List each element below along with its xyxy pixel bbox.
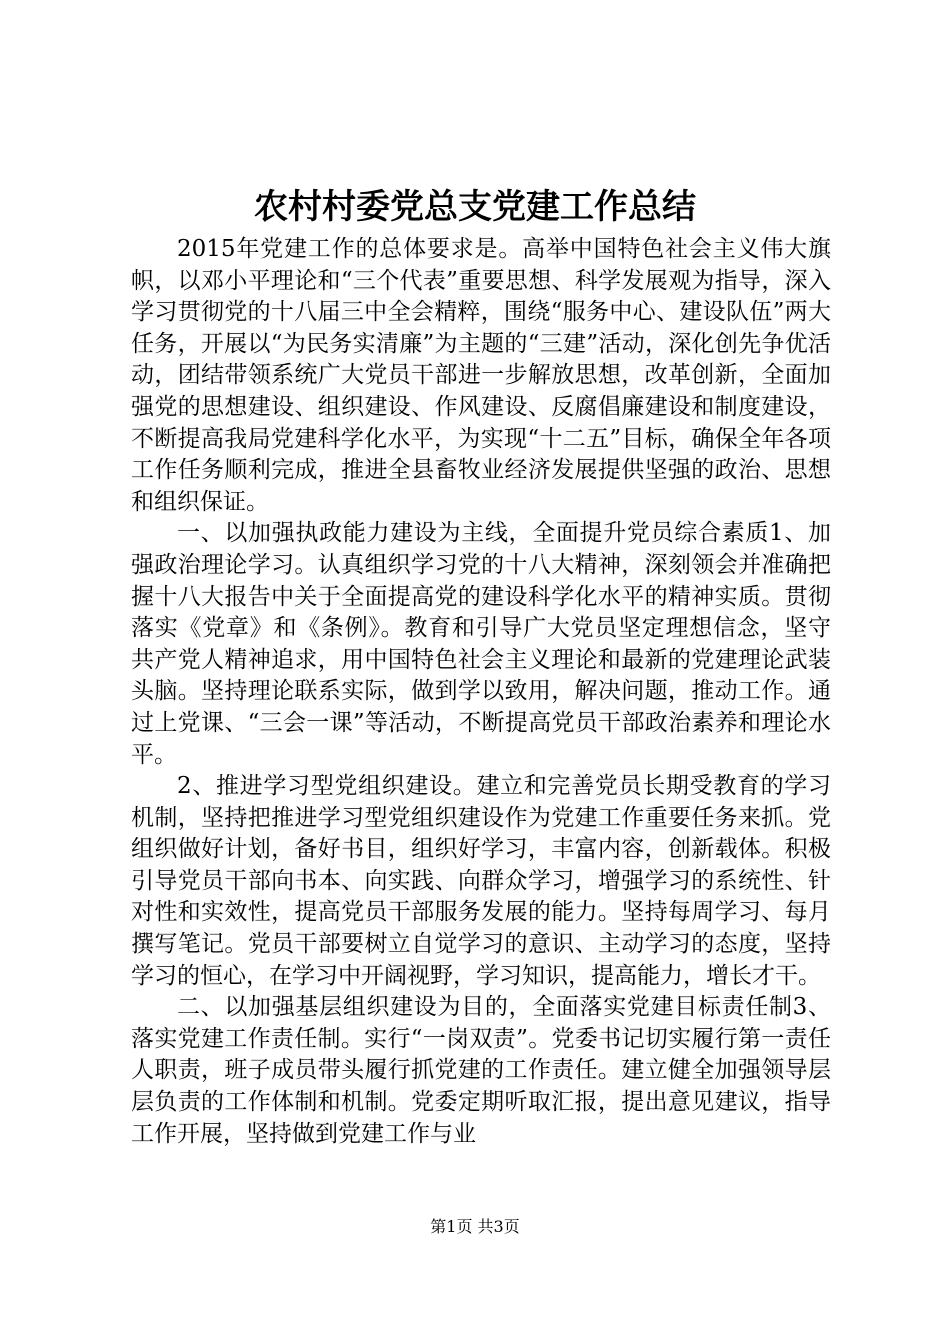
- paragraph-section-two: 二、以加强基层组织建设为目的，全面落实党建目标责任制3、落实党建工作责任制。实行“一岗双责”。党委书记切实履行第一责任人职责，班子成员带头履行抓党建的工作责任。建立健全加强领导层层负责的工作体制和机制。党委定期听取汇报，提出意见建议，指导工作开展，坚持做到党建工作与业: [131, 994, 831, 1147]
- document-body: [131, 234, 831, 1150]
- paragraph-intro: 2015年党建工作的总体要求是。高举中国特色社会主义伟大旗帜，以邓小平理论和“三个代表”重要思想、科学发展观为指导，深入学习贯彻党的十八届三中全会精粹，围绕“服务中心、建设队伍”两大任务，开展以“为民务实清廉”为主题的“三建”活动，深化创先争优活动，团结带领系统广大党员干部进一步解放思想，改革创新，全面加强党的思想建设、组织建设、作风建设、反腐倡廉建设和制度建设，不断提高我局党建科学化水平，为实现“十二五”目标，确保全年各项工作任务顺利完成，推进全县畜牧业经济发展提供坚强的政治、思想和组织保证。: [131, 236, 831, 515]
- page-number: 第1页 共3页: [430, 1217, 520, 1236]
- paragraph-section-one: 一、以加强执政能力建设为主线，全面提升党员综合素质1、加强政治理论学习。认真组织学习党的十八大精神，深刻领会并准确把握十八大报告中关于全面提高党的建设科学化水平的精神实质。贯彻落实《党章》和《条例》。教育和引导广大党员坚定理想信念，坚守共产党人精神追求，用中国特色社会主义理论和最新的党建理论武装头脑。坚持理论联系实际，做到学以致用，解决问题，推动工作。通过上党课、“三会一课”等活动，不断提高党员干部政治素养和理论水平。: [131, 520, 831, 768]
- document-title: 农村村委党总支党建工作总结: [254, 187, 696, 227]
- paragraph-study-organization: 2、推进学习型党组织建设。建立和完善党员长期受教育的学习机制，坚持把推进学习型党组织建设作为党建工作重要任务来抓。党组织做好计划，备好书目，组织好学习，丰富内容，创新载体。积极引导党员干部向书本、向实践、向群众学习，增强学习的系统性、针对性和实效性，提高党员干部服务发展的能力。坚持每周学习、每月撰写笔记。党员干部要树立自觉学习的意识、主动学习的态度，坚持学习的恒心，在学习中开阔视野，学习知识，提高能力，增长才干。: [131, 773, 831, 989]
